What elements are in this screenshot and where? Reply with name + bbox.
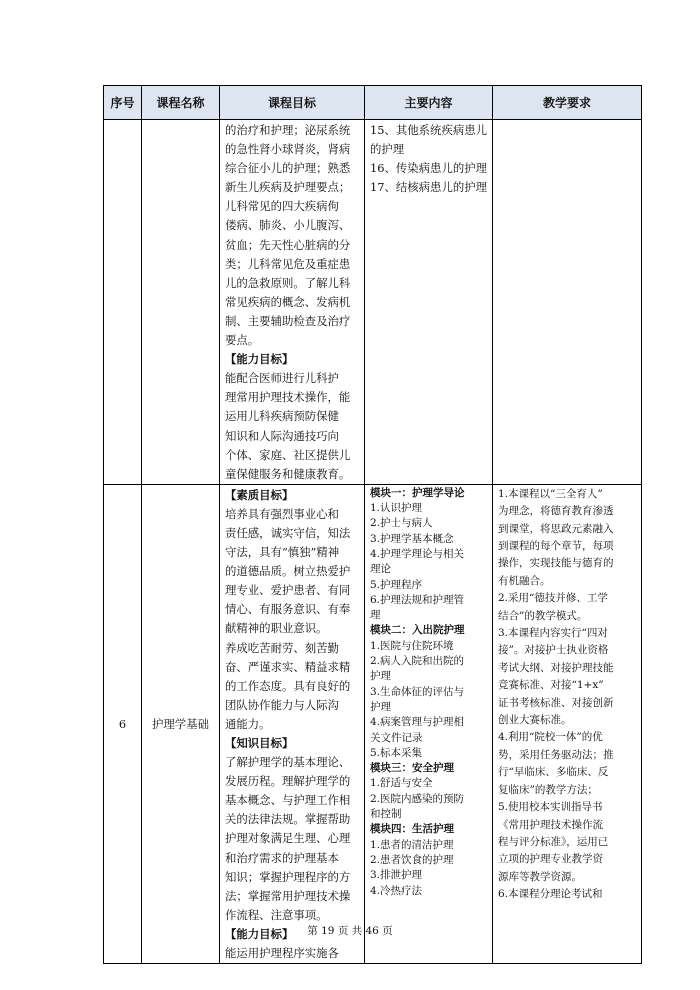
goal-text-line: 偻病、肺炎、小儿腹泻、 [225,218,351,233]
content-line: 的护理 [370,142,405,157]
goal-text-line: 要点。 [225,333,260,348]
goal-text-line: 情心、有服务意识、有奉 [225,602,351,617]
goal-text-line: 奋、严谨求实、精益求精 [225,659,351,674]
content-line: 5.标本采集 [370,746,423,759]
header-teaching-requirements: 教学要求 [493,86,642,120]
table-header-row [104,86,642,120]
content-line: 2.护士与病人 [370,517,433,530]
goal-text-line: 守法，具有“慎独”精神 [225,545,340,560]
goal-text-line: 儿科常见的四大疾病佝 [225,199,339,214]
goal-text-line: 基本概念、与护理工作相 [225,793,351,808]
goal-text-line: 理常用护理技术操作，能 [225,390,351,405]
ability-goal-heading: 【能力目标】 [225,352,294,367]
table-row [104,484,642,963]
goal-text-line: 了解护理学的基本理论、 [225,755,351,770]
content-line: 4.病案管理与护理相 [370,716,465,729]
requirement-line: 立项的护理专业教学资 [498,853,603,866]
goal-text-line: 常见疾病的概念、发病机 [225,294,351,309]
module-heading: 模块四：生活护理 [370,823,454,836]
row-requirements-cell [493,120,642,485]
requirement-line: 到课堂，将思政元素融入 [498,522,614,535]
goal-text-line: 的急性肾小球肾炎，肾病 [225,142,351,157]
header-main-content: 主要内容 [365,86,493,120]
goal-text-line: 献精神的职业意识。 [225,621,328,636]
requirement-line: 到课程的每个章节，每项 [498,540,614,552]
requirement-line: 结合”的教学模式。 [498,609,588,622]
quality-goal-heading: 【素质目标】 [225,487,294,502]
requirement-line: 《常用护理技术操作流 [498,818,603,831]
requirement-line: 4.利用“院校一体”的优 [498,731,603,744]
requirement-line: 3.本课程内容实行“四对 [498,627,608,640]
content-line: 3.排泄护理 [370,869,423,882]
goal-text-line: 理专业、爱护患者、有同 [225,583,351,598]
goal-text-line: 制、主要辅助检查及治疗 [225,313,351,328]
goal-text-line: 通能力。 [225,716,271,731]
content-line: 理论 [370,563,391,576]
content-line: 护理 [370,670,391,683]
content-line: 关文件记录 [370,731,423,744]
requirement-line: 竞赛标准、对接“1+x” [498,679,604,692]
goal-text-line: 和治疗需求的护理基本 [225,850,339,865]
requirement-line: 接”。对接护士执业资格 [498,644,609,657]
requirement-line: 源库等教学资源。 [498,870,582,883]
requirement-line: 5.使用校本实训指导书 [498,801,603,814]
content-line: 2.病人入院和出院的 [370,655,465,668]
content-line: 2.患者饮食的护理 [370,853,454,866]
module-heading: 模块三：安全护理 [370,762,454,775]
row-content-cell [365,120,493,485]
goal-text-line: 的道德品质。树立热爱护 [225,564,351,579]
page-footer: 第 19 页 共 46 页 [307,925,393,937]
table-row [104,120,642,485]
goal-text-line: 贫血；先天性心脏病的分 [225,237,351,252]
requirement-line: 程与评分标准》，运用已 [498,835,609,848]
row-course-name: 护理学基础 [142,484,220,963]
content-line: 1.医院与住院环境 [370,639,454,652]
row-number [104,120,142,485]
content-line: 3.生命体征的评估与 [370,685,465,698]
goal-text-line: 法；掌握常用护理技术操 [225,888,351,903]
goal-text-line: 责任感，诚实守信，知法 [225,525,351,540]
row-goals-cell [220,120,365,485]
row-goals-cell [220,484,365,963]
goal-text-line: 培养具有强烈事业心和 [225,506,339,521]
content-line: 4.护理学理论与相关 [370,547,465,560]
content-line: 理 [370,609,381,622]
requirement-line: 证书考核标准、对接创新 [498,696,614,709]
content-line: 4.冷热疗法 [370,884,423,897]
goal-text-line: 养成吃苦耐劳、刻苦勤 [225,640,339,655]
content-line: 17、结核病患儿的护理 [370,180,488,195]
goal-text-line: 综合征小儿的护理；熟悉 [225,161,351,176]
content-line: 1.患者的清洁护理 [370,838,454,851]
requirement-line: 为理念，将德育教育渗透 [498,505,614,518]
goal-text-line: 团队协作能力与人际沟 [225,697,339,712]
content-line: 护理 [370,700,391,713]
goal-text-line: 儿的急救原则。了解儿科 [225,275,351,290]
goal-text-line: 类；儿科常见危及重症患 [225,256,351,271]
goal-text-line: 新生儿疾病及护理要点； [225,180,351,195]
content-line: 和控制 [370,808,402,821]
goal-text-line: 知识和人际沟通技巧向 [225,428,339,443]
requirement-line: 行“早临床、多临床、反 [498,766,609,779]
requirement-line: 2.采用“德技并修、工学 [498,592,608,605]
goal-text-line: 知识；掌握护理程序的方 [225,869,351,884]
row-requirements-cell [493,484,642,963]
content-line: 1.舒适与安全 [370,777,433,790]
content-line: 6.护理法规和护理管 [370,593,465,606]
requirement-line: 创业大赛标准。 [498,714,572,727]
goal-text-line: 能配合医师进行儿科护 [225,371,339,386]
row-number: 6 [104,484,142,963]
content-line: 5.护理程序 [370,578,423,591]
goal-text-line: 运用儿科疾病预防保健 [225,409,339,424]
content-line: 1.认识护理 [370,502,423,515]
content-line: 16、传染病患儿的护理 [370,161,488,176]
header-course-goals: 课程目标 [220,86,365,120]
requirement-line: 势，采用任务驱动法；推 [498,748,614,761]
goal-text-line: 关的法律法规。掌握帮助 [225,812,351,827]
ability-goal-heading: 【能力目标】 [225,926,294,941]
goal-text-line: 能运用护理程序实施各 [225,946,339,961]
requirement-line: 6.本课程分理论考试和 [498,888,603,901]
curriculum-table [103,85,642,964]
goal-text-line: 作流程、注意事项。 [225,907,328,922]
goal-text-line: 发展历程。理解护理学的 [225,774,351,789]
module-heading: 模块二：入出院护理 [370,624,465,637]
goal-text-line: 童保健服务和健康教育。 [225,466,351,481]
requirement-line: 1.本课程以“三全育人” [498,487,603,500]
content-line: 3.护理学基本概念 [370,532,454,545]
goal-text-line: 的治疗和护理；泌尿系统 [225,123,351,137]
goal-text-line: 个体、家庭、社区提供儿 [225,447,351,462]
module-heading: 模块一：护理学导论 [370,486,465,499]
knowledge-goal-heading: 【知识目标】 [225,736,294,750]
header-course-name: 课程名称 [142,86,220,120]
header-number: 序号 [104,86,142,120]
requirement-line: 操作，实现技能与德育的 [498,557,614,570]
requirement-line: 复临床”的教学方法； [498,783,598,796]
requirement-line: 考试大纲、对接护理技能 [498,661,614,674]
row-course-name [142,120,220,485]
goal-text-line: 护理对象满足生理、心理 [225,831,351,846]
content-line: 15、其他系统疾病患儿 [370,123,488,137]
content-line: 2.医院内感染的预防 [370,792,465,805]
row-content-cell [365,484,493,963]
goal-text-line: 的工作态度。具有良好的 [225,678,351,693]
requirement-line: 有机融合。 [498,574,551,587]
